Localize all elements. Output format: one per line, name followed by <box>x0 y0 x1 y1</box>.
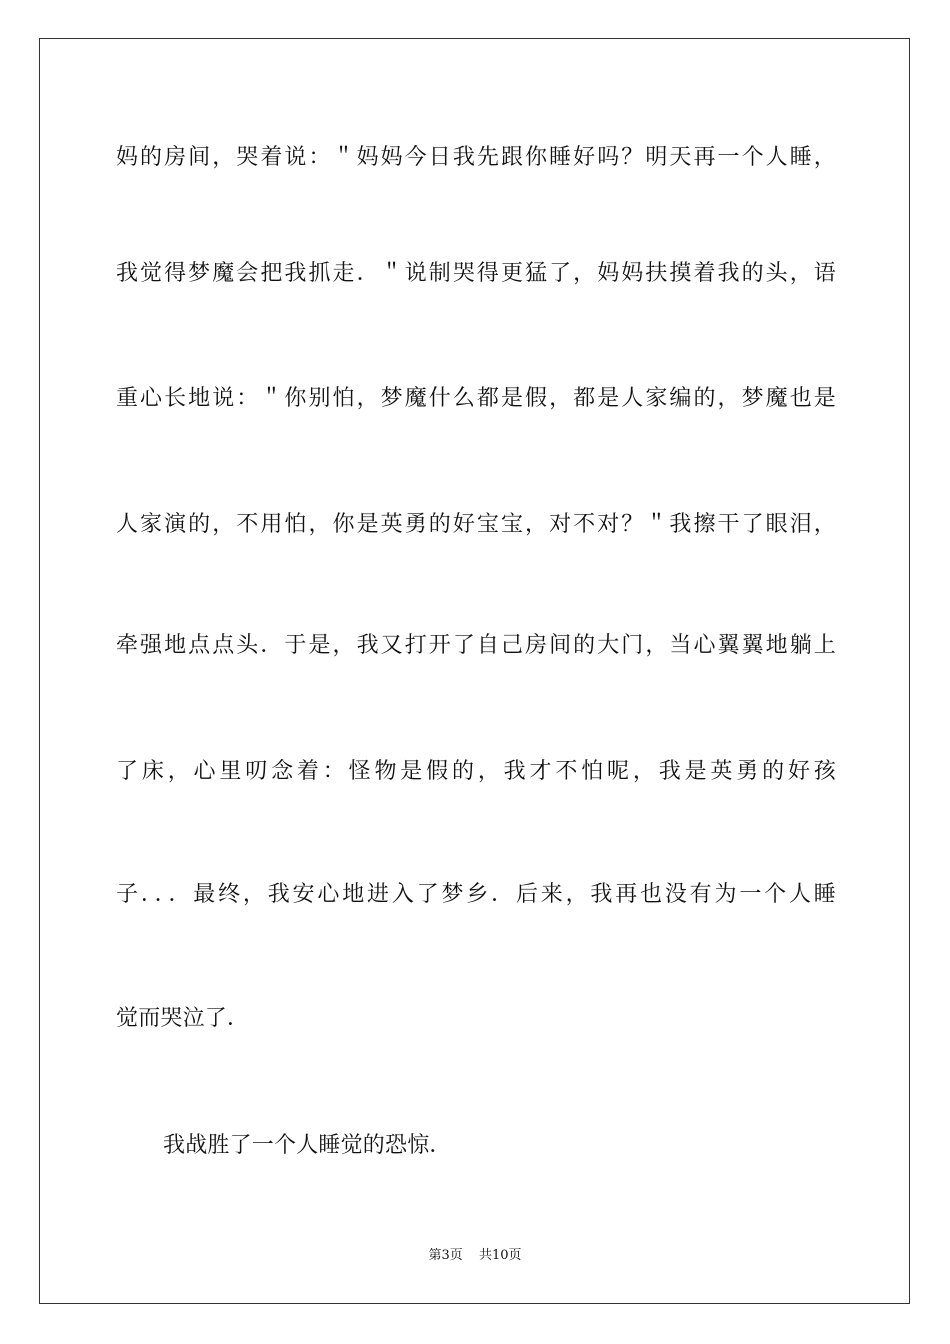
body-text-line: 子．．．最终，我安心地进入了梦乡．后来，我再也没有为一个人睡 <box>116 882 836 907</box>
page-border <box>39 38 910 1304</box>
body-text-line: 重心长地说：＂你别怕，梦魔什么都是假，都是人家编的，梦魔也是 <box>116 386 836 411</box>
body-text-line: 觉而哭泣了． <box>116 1006 250 1031</box>
closing-paragraph: 我战胜了一个人睡觉的恐惊． <box>163 1133 452 1158</box>
body-text-line: 人家演的，不用怕，你是英勇的好宝宝，对不对？＂我擦干了眼泪， <box>116 512 836 537</box>
body-text-line: 了床，心里叨念着：怪物是假的，我才不怕呢，我是英勇的好孩 <box>116 759 836 784</box>
body-text-line: 妈的房间，哭着说：＂妈妈今日我先跟你睡好吗？明天再一个人睡， <box>116 145 836 170</box>
body-text-line: 我觉得梦魔会把我抓走．＂说制哭得更猛了，妈妈扶摸着我的头，语 <box>116 261 836 286</box>
body-text-line: 牵强地点点头．于是，我又打开了自己房间的大门，当心翼翼地躺上 <box>116 633 836 658</box>
page-footer <box>0 1247 950 1265</box>
total-pages: 共10页 <box>478 1248 522 1263</box>
page-number: 第3页 <box>428 1248 463 1263</box>
